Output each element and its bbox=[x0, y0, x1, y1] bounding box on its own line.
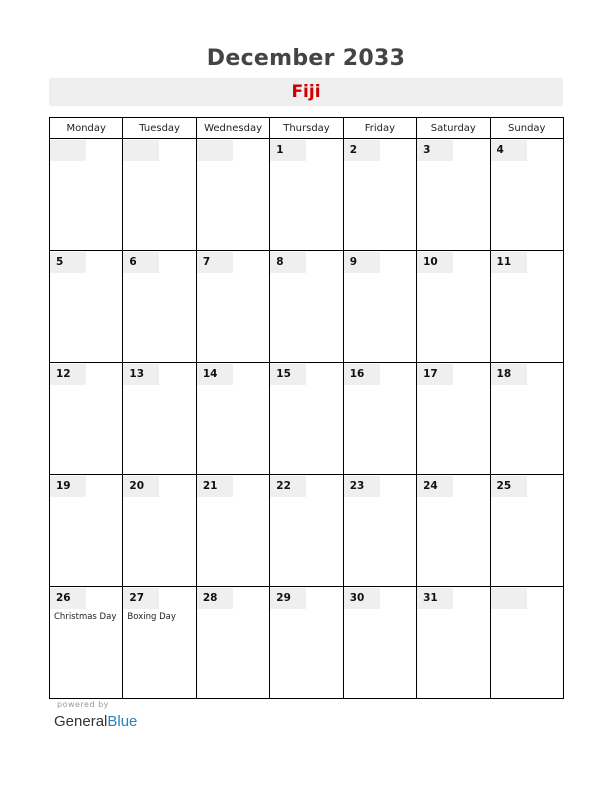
day-number: 21 bbox=[197, 476, 233, 497]
day-cell bbox=[196, 139, 269, 251]
day-cell bbox=[50, 363, 123, 475]
day-number: 4 bbox=[491, 140, 527, 161]
day-cell bbox=[490, 139, 563, 251]
weekday-friday: Friday bbox=[343, 118, 416, 139]
day-cell bbox=[417, 475, 490, 587]
country-bar bbox=[49, 78, 563, 106]
day-number: 25 bbox=[491, 476, 527, 497]
day-cell bbox=[343, 475, 416, 587]
day-number: 15 bbox=[270, 364, 306, 385]
day-number: 10 bbox=[417, 252, 453, 273]
brand-blue: Blue bbox=[107, 713, 138, 730]
weekday-header-row bbox=[50, 118, 564, 139]
day-number: 24 bbox=[417, 476, 453, 497]
day-number: 5 bbox=[50, 252, 86, 273]
day-cell bbox=[50, 587, 123, 699]
day-cell bbox=[417, 139, 490, 251]
week-row bbox=[50, 475, 564, 587]
holiday-label: Christmas Day bbox=[54, 612, 117, 622]
day-number: 16 bbox=[344, 364, 380, 385]
day-cell bbox=[343, 139, 416, 251]
day-number: 23 bbox=[344, 476, 380, 497]
day-number: 1 bbox=[270, 140, 306, 161]
day-cell bbox=[343, 587, 416, 699]
day-cell bbox=[490, 587, 563, 699]
day-cell bbox=[50, 251, 123, 363]
day-number: 12 bbox=[50, 364, 86, 385]
day-cell bbox=[270, 251, 343, 363]
day-cell bbox=[417, 587, 490, 699]
day-number bbox=[491, 588, 527, 609]
day-number: 6 bbox=[123, 252, 159, 273]
day-number: 26 bbox=[50, 588, 86, 609]
day-number: 8 bbox=[270, 252, 306, 273]
weekday-thursday: Thursday bbox=[270, 118, 343, 139]
day-cell bbox=[417, 251, 490, 363]
day-number: 30 bbox=[344, 588, 380, 609]
week-row bbox=[50, 139, 564, 251]
weekday-tuesday: Tuesday bbox=[123, 118, 196, 139]
day-number bbox=[197, 140, 233, 161]
day-number: 14 bbox=[197, 364, 233, 385]
powered-by-text: powered by bbox=[57, 700, 109, 709]
day-number: 17 bbox=[417, 364, 453, 385]
brand-general: General bbox=[54, 713, 108, 730]
day-cell bbox=[196, 363, 269, 475]
day-number: 20 bbox=[123, 476, 159, 497]
day-cell bbox=[123, 587, 196, 699]
calendar-grid bbox=[49, 117, 564, 699]
day-cell bbox=[490, 475, 563, 587]
weekday-wednesday: Wednesday bbox=[196, 118, 269, 139]
weekday-saturday: Saturday bbox=[417, 118, 490, 139]
day-cell bbox=[196, 587, 269, 699]
day-cell bbox=[50, 139, 123, 251]
week-row bbox=[50, 363, 564, 475]
day-number: 7 bbox=[197, 252, 233, 273]
day-cell bbox=[196, 251, 269, 363]
day-cell bbox=[123, 251, 196, 363]
day-number: 11 bbox=[491, 252, 527, 273]
day-number: 19 bbox=[50, 476, 86, 497]
day-cell bbox=[196, 475, 269, 587]
week-row bbox=[50, 251, 564, 363]
calendar-title: December 2033 bbox=[206, 46, 406, 71]
day-cell bbox=[490, 363, 563, 475]
day-number: 22 bbox=[270, 476, 306, 497]
day-cell bbox=[490, 251, 563, 363]
day-cell bbox=[343, 251, 416, 363]
day-cell bbox=[343, 363, 416, 475]
day-number: 18 bbox=[491, 364, 527, 385]
day-number bbox=[123, 140, 159, 161]
day-cell bbox=[123, 475, 196, 587]
day-number: 29 bbox=[270, 588, 306, 609]
day-cell bbox=[50, 475, 123, 587]
holiday-label: Boxing Day bbox=[127, 612, 176, 622]
day-number bbox=[50, 140, 86, 161]
calendar-body bbox=[50, 139, 564, 699]
day-number: 3 bbox=[417, 140, 453, 161]
day-cell bbox=[123, 363, 196, 475]
day-cell bbox=[123, 139, 196, 251]
day-number: 2 bbox=[344, 140, 380, 161]
weekday-sunday: Sunday bbox=[490, 118, 563, 139]
day-number: 13 bbox=[123, 364, 159, 385]
day-cell bbox=[270, 139, 343, 251]
day-cell bbox=[417, 363, 490, 475]
day-cell bbox=[270, 475, 343, 587]
day-cell bbox=[270, 363, 343, 475]
country-name: Fiji bbox=[291, 82, 321, 102]
generalblue-logo bbox=[54, 713, 137, 730]
week-row bbox=[50, 587, 564, 699]
day-cell bbox=[270, 587, 343, 699]
day-number: 28 bbox=[197, 588, 233, 609]
day-number: 9 bbox=[344, 252, 380, 273]
weekday-monday: Monday bbox=[50, 118, 123, 139]
day-number: 27 bbox=[123, 588, 159, 609]
day-number: 31 bbox=[417, 588, 453, 609]
